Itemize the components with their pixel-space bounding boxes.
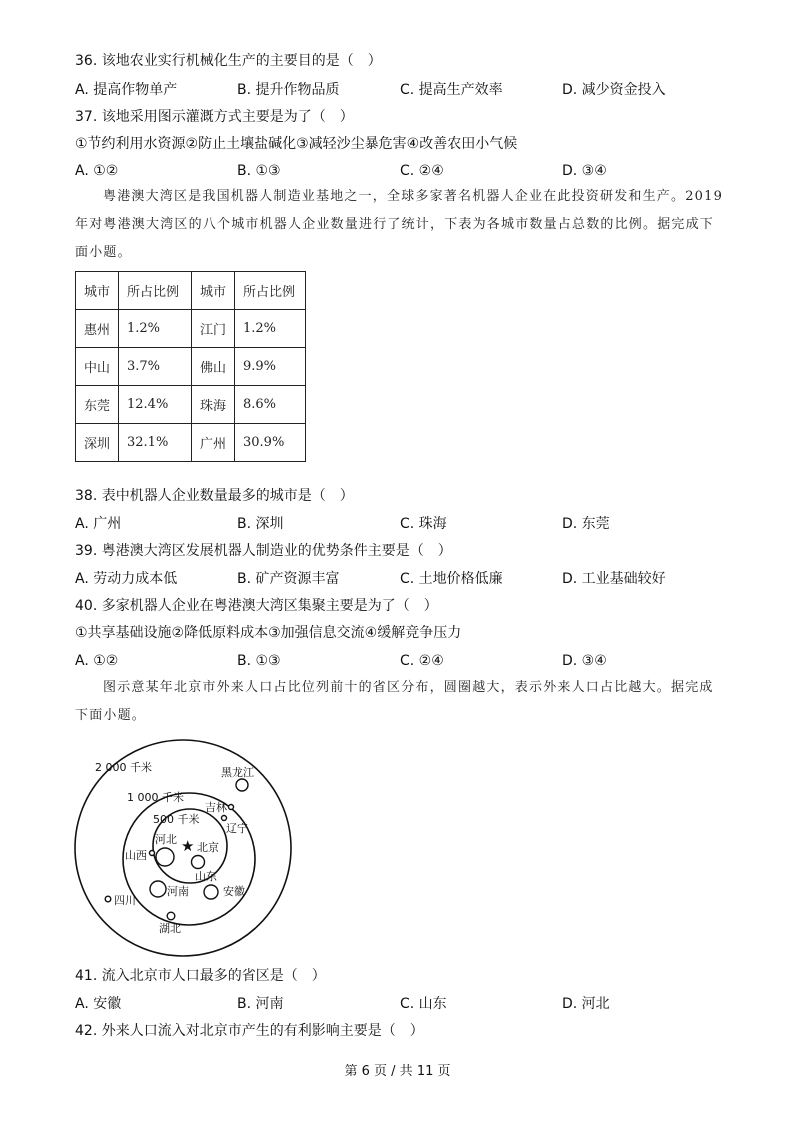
q38-option-b[interactable]: B. 深圳 (237, 516, 284, 532)
concentric-rings-diagram (65, 735, 305, 965)
table-cell: 12.4% (119, 386, 192, 424)
table-cell: 32.1% (119, 424, 192, 462)
q37-statements: ①节约利用水资源②防止土壤盐碱化③减轻沙尘暴危害④改善农田小气候 (75, 136, 518, 152)
robot-ratio-table (75, 271, 306, 462)
page-footer: 第 6 页 / 共 11 页 (344, 1064, 451, 1079)
q39-option-d[interactable]: D. 工业基础较好 (562, 571, 666, 587)
q37-stem: 37. 该地采用图示灌溉方式主要是为了（ ） (75, 109, 354, 125)
q39-option-c[interactable]: C. 土地价格低廉 (400, 571, 503, 587)
table-cell: 30.9% (235, 424, 306, 462)
passage-robot: 粤港澳大湾区是我国机器人制造业基地之一，全球多家著名机器人企业在此投资研发和生产。2019年对粤港澳大湾区的八个城市机器人企业数量进行了统计，下表为各城市数量占总数的比例。据完成下面小题。 (75, 189, 724, 260)
q40-option-a[interactable]: A. ①② (75, 653, 119, 669)
circle-hebei (156, 848, 174, 866)
circle-sichuan (105, 896, 111, 902)
q40-stem: 40. 多家机器人企业在粤港澳大湾区集聚主要是为了（ ） (75, 598, 438, 614)
table-header: 城市 (76, 272, 119, 310)
q39-stem: 39. 粤港澳大湾区发展机器人制造业的优势条件主要是（ ） (75, 543, 452, 559)
table-cell: 东莞 (76, 386, 119, 424)
q39-option-a[interactable]: A. 劳动力成本低 (75, 571, 178, 587)
table-header: 所占比例 (235, 272, 306, 310)
circle-jilin (229, 805, 234, 810)
label-henan: 河南 (167, 885, 189, 898)
table-cell: 深圳 (76, 424, 119, 462)
q41-option-b[interactable]: B. 河南 (237, 996, 284, 1012)
table-row (76, 348, 306, 386)
table-header-row (76, 272, 306, 310)
q38-option-c[interactable]: C. 珠海 (400, 516, 447, 532)
ring-label-1000: 1 000 千米 (127, 791, 184, 804)
q39-option-b[interactable]: B. 矿产资源丰富 (237, 571, 340, 587)
q40-option-d[interactable]: D. ③④ (562, 653, 607, 669)
table-cell: 惠州 (76, 310, 119, 348)
table-header: 所占比例 (119, 272, 192, 310)
q40-option-b[interactable]: B. ①③ (237, 653, 281, 669)
label-liaoning: 辽宁 (226, 822, 248, 835)
label-anhui: 安徽 (223, 885, 245, 898)
circle-shanxi (150, 851, 155, 856)
circle-liaoning (222, 816, 227, 821)
q36-option-a[interactable]: A. 提高作物单产 (75, 82, 178, 98)
q41-stem: 41. 流入北京市人口最多的省区是（ ） (75, 968, 326, 984)
beijing-migration-diagram (65, 735, 305, 965)
circle-henan (150, 881, 166, 897)
q42-stem: 42. 外来人口流入对北京市产生的有利影响主要是（ ） (75, 1023, 424, 1039)
star-icon: ★ (181, 837, 195, 855)
table-row (76, 386, 306, 424)
label-jilin: 吉林 (205, 801, 227, 814)
ring-label-2000: 2 000 千米 (95, 761, 152, 774)
q40-statements: ①共享基础设施②降低原料成本③加强信息交流④缓解竞争压力 (75, 625, 462, 641)
label-beijing: 北京 (197, 841, 219, 854)
table-cell: 中山 (76, 348, 119, 386)
table-header: 城市 (192, 272, 235, 310)
table-cell: 8.6% (235, 386, 306, 424)
circle-shandong (192, 856, 205, 869)
table-cell: 9.9% (235, 348, 306, 386)
q41-option-c[interactable]: C. 山东 (400, 996, 447, 1012)
label-sichuan: 四川 (114, 894, 136, 907)
q37-option-c[interactable]: C. ②④ (400, 163, 444, 179)
q40-option-c[interactable]: C. ②④ (400, 653, 444, 669)
label-hubei: 湖北 (159, 922, 181, 935)
table-cell: 江门 (192, 310, 235, 348)
ring-label-500: 500 千米 (153, 813, 200, 826)
label-heilongjiang: 黑龙江 (221, 766, 254, 779)
table-cell: 3.7% (119, 348, 192, 386)
q36-option-b[interactable]: B. 提升作物品质 (237, 82, 340, 98)
label-hebei: 河北 (155, 833, 177, 846)
table-cell: 1.2% (235, 310, 306, 348)
table-cell: 佛山 (192, 348, 235, 386)
label-shandong: 山东 (195, 870, 217, 883)
q36-option-c[interactable]: C. 提高生产效率 (400, 82, 503, 98)
q36-stem: 36. 该地农业实行机械化生产的主要目的是（ ） (75, 53, 382, 69)
q41-option-a[interactable]: A. 安徽 (75, 996, 122, 1012)
q38-option-a[interactable]: A. 广州 (75, 516, 122, 532)
q37-option-d[interactable]: D. ③④ (562, 163, 607, 179)
table-row (76, 310, 306, 348)
label-shanxi: 山西 (125, 849, 147, 862)
table-cell: 广州 (192, 424, 235, 462)
q37-option-b[interactable]: B. ①③ (237, 163, 281, 179)
q36-option-d[interactable]: D. 减少资金投入 (562, 82, 666, 98)
table-cell: 珠海 (192, 386, 235, 424)
table-row (76, 424, 306, 462)
q38-option-d[interactable]: D. 东莞 (562, 516, 610, 532)
table-cell: 1.2% (119, 310, 192, 348)
q37-option-a[interactable]: A. ①② (75, 163, 119, 179)
passage-beijing: 图示意某年北京市外来人口占比位列前十的省区分布，圆圈越大，表示外来人口占比越大。据完成下面小题。 (75, 680, 714, 723)
q38-stem: 38. 表中机器人企业数量最多的城市是（ ） (75, 488, 354, 504)
circle-hubei (167, 912, 175, 920)
q41-option-d[interactable]: D. 河北 (562, 996, 610, 1012)
circle-heilongjiang (236, 779, 248, 791)
circle-anhui (204, 885, 218, 899)
